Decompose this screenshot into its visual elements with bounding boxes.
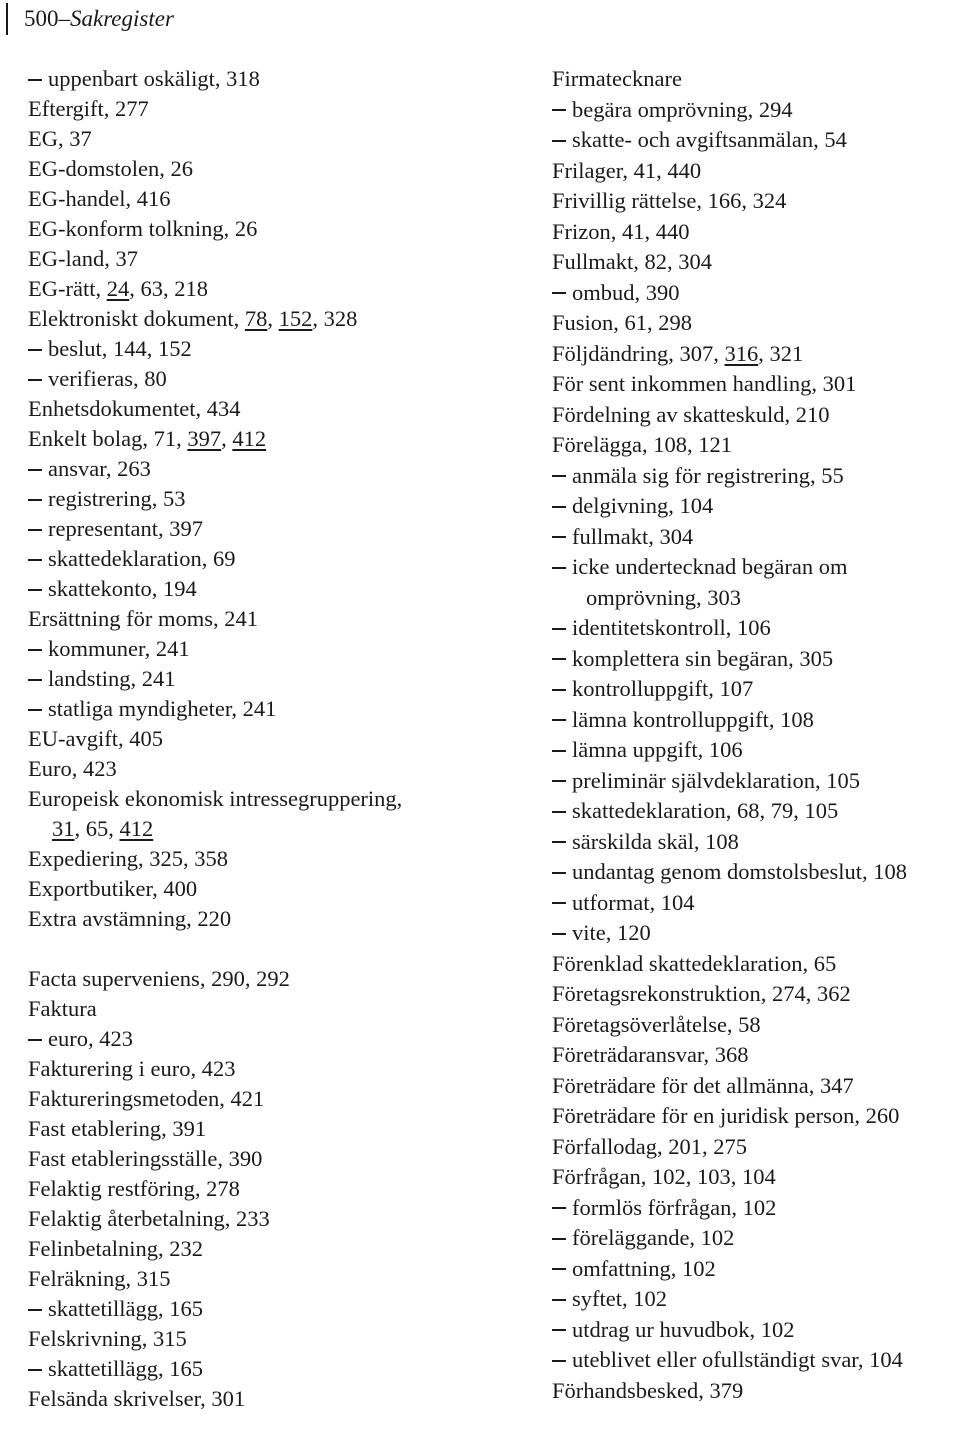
index-entry xyxy=(28,874,518,904)
underlined-page-ref: 316 xyxy=(724,340,759,366)
index-entry xyxy=(552,308,957,339)
entry-text: omfattning, 102 xyxy=(572,1255,716,1281)
index-subentry xyxy=(552,735,957,766)
underlined-page-ref: 152 xyxy=(278,306,313,331)
dash-mark xyxy=(552,780,566,782)
index-subentry xyxy=(28,574,518,604)
dash-mark xyxy=(28,349,42,351)
index-entry xyxy=(28,1174,518,1204)
entry-text: uteblivet eller ofullständigt svar, 104 xyxy=(572,1347,903,1372)
index-entry-continuation xyxy=(28,814,518,844)
entry-text: EG-handel, 416 xyxy=(28,186,171,211)
dash-mark xyxy=(28,1039,42,1041)
dash-mark xyxy=(28,709,42,711)
entry-text: Europeisk ekonomisk intressegruppering, xyxy=(28,786,403,811)
index-subentry xyxy=(552,1345,957,1376)
index-subentry xyxy=(552,796,957,827)
index-entry xyxy=(552,64,957,95)
entry-text: Fördelning av skatteskuld, 210 xyxy=(552,401,830,427)
index-spacer xyxy=(28,934,518,964)
index-subentry xyxy=(28,334,518,364)
entry-text: För sent inkommen handling, 301 xyxy=(552,371,857,396)
entry-text: identitetskontroll, 106 xyxy=(572,615,771,640)
underlined-page-ref: 31 xyxy=(52,816,75,841)
entry-text: Förelägga, 108, 121 xyxy=(552,432,732,457)
entry-text: Fusion, 61, 298 xyxy=(552,310,693,335)
index-entry xyxy=(28,784,518,814)
index-subentry xyxy=(28,664,518,694)
dash-mark xyxy=(552,658,566,660)
index-entry xyxy=(552,339,957,370)
entry-text: utformat, 104 xyxy=(572,889,695,915)
index-column-left xyxy=(28,64,518,1414)
entry-text: kontrolluppgift, 107 xyxy=(572,676,754,701)
index-entry xyxy=(28,124,518,154)
entry-text: Exportbutiker, 400 xyxy=(28,876,198,901)
index-subentry xyxy=(552,125,957,156)
entry-text: Faktura xyxy=(28,996,97,1021)
entry-text: Extra avstämning, 220 xyxy=(28,906,232,931)
index-subentry xyxy=(28,544,518,574)
dash-mark xyxy=(552,1238,566,1240)
entry-text: ansvar, 263 xyxy=(48,456,151,481)
dash-mark xyxy=(552,1299,566,1301)
entry-text: verifieras, 80 xyxy=(48,366,167,391)
page-number: 500 xyxy=(24,6,59,31)
index-subentry xyxy=(28,1354,518,1384)
dash-mark xyxy=(28,649,42,651)
entry-text: ombud, 390 xyxy=(572,279,680,305)
dash-mark xyxy=(28,379,42,381)
index-subentry xyxy=(552,461,957,492)
underlined-page-ref: 412 xyxy=(232,426,267,451)
dash-mark xyxy=(28,1309,42,1311)
dash-mark xyxy=(552,506,566,508)
entry-text: Förhandsbesked, 379 xyxy=(552,1377,744,1403)
index-entry xyxy=(552,1132,957,1163)
entry-text: , 63, 218 xyxy=(129,276,208,301)
entry-text: Företrädare för det allmänna, 347 xyxy=(552,1072,854,1098)
entry-text: icke undertecknad begäran om xyxy=(572,554,848,579)
entry-text: Euro, 423 xyxy=(28,756,117,781)
index-entry xyxy=(552,186,957,217)
index-subentry xyxy=(552,278,957,309)
underlined-page-ref: 412 xyxy=(119,816,154,841)
header-rule xyxy=(6,3,8,35)
dash-mark xyxy=(552,1360,566,1362)
dash-mark xyxy=(552,689,566,691)
header-text xyxy=(24,3,174,35)
index-entry xyxy=(552,1162,957,1193)
index-subentry xyxy=(552,888,957,919)
entry-text: Fakturering i euro, 423 xyxy=(28,1056,236,1081)
entry-text: EG-land, 37 xyxy=(28,246,138,271)
dash-mark xyxy=(552,536,566,538)
entry-text: Förfrågan, 102, 103, 104 xyxy=(552,1164,776,1189)
index-entry xyxy=(28,724,518,754)
entry-text: kommuner, 241 xyxy=(48,636,190,661)
underlined-page-ref: 78 xyxy=(244,306,268,331)
entry-text: , 328 xyxy=(312,306,358,331)
entry-text: registrering, 53 xyxy=(48,486,186,511)
entry-text: komplettera sin begäran, 305 xyxy=(572,645,834,671)
index-entry xyxy=(28,1054,518,1084)
dash-mark xyxy=(28,559,42,561)
entry-text: Företagsrekonstruktion, 274, 362 xyxy=(552,981,851,1006)
index-entry xyxy=(28,214,518,244)
entry-text: Enkelt bolag, 71, xyxy=(28,426,188,451)
entry-text: Faktureringsmetoden, 421 xyxy=(28,1086,265,1111)
dash-mark xyxy=(28,469,42,471)
index-entry xyxy=(28,154,518,184)
entry-text: Företrädare för en juridisk person, 260 xyxy=(552,1103,900,1128)
index-entry xyxy=(552,1071,957,1102)
entry-text: Fullmakt, 82, 304 xyxy=(552,249,713,274)
underlined-page-ref: 24 xyxy=(106,276,130,301)
index-subentry xyxy=(28,1024,518,1054)
entry-text: Företrädaransvar, 368 xyxy=(552,1042,749,1067)
dash-mark xyxy=(552,1268,566,1270)
index-subentry-continuation xyxy=(552,583,957,614)
entry-text: Felskrivning, 315 xyxy=(28,1326,187,1351)
entry-text: , xyxy=(267,306,279,331)
entry-text: lämna uppgift, 106 xyxy=(572,737,743,762)
index-subentry xyxy=(552,674,957,705)
dash-mark xyxy=(552,841,566,843)
entry-text: Frizon, 41, 440 xyxy=(552,218,690,244)
index-entry xyxy=(28,274,518,304)
entry-text: skattetillägg, 165 xyxy=(48,1296,203,1321)
entry-text: begära omprövning, 294 xyxy=(572,96,793,122)
index-entry xyxy=(28,904,518,934)
index-entry xyxy=(28,1384,518,1414)
entry-text: delgivning, 104 xyxy=(572,493,714,518)
entry-text: Frilager, 41, 440 xyxy=(552,157,702,183)
index-entry xyxy=(28,244,518,274)
index-entry xyxy=(552,156,957,187)
dash-mark xyxy=(552,292,566,294)
dash-mark xyxy=(552,1207,566,1209)
entry-text: Facta superveniens, 290, 292 xyxy=(28,966,290,991)
index-subentry xyxy=(552,613,957,644)
dash-mark xyxy=(552,109,566,111)
index-subentry xyxy=(28,634,518,664)
index-entry xyxy=(552,1376,957,1407)
dash-mark xyxy=(28,79,42,81)
entry-text: EU-avgift, 405 xyxy=(28,726,163,751)
index-subentry xyxy=(552,1193,957,1224)
entry-text: EG-domstolen, 26 xyxy=(28,156,193,181)
entry-text: Elektroniskt dokument, xyxy=(28,306,245,331)
entry-text: euro, 423 xyxy=(48,1026,133,1051)
dash-mark xyxy=(552,872,566,874)
index-subentry xyxy=(552,95,957,126)
entry-text: vite, 120 xyxy=(572,920,651,945)
index-subentry xyxy=(552,644,957,675)
entry-text: skattedeklaration, 69 xyxy=(48,546,236,571)
index-entry xyxy=(28,1204,518,1234)
entry-text: , 65, xyxy=(74,816,120,841)
entry-text: skattetillägg, 165 xyxy=(48,1356,203,1381)
index-subentry xyxy=(552,552,957,583)
entry-text: EG, 37 xyxy=(28,126,92,151)
index-subentry xyxy=(28,694,518,724)
index-entry xyxy=(28,184,518,214)
entry-text: Förenklad skattedeklaration, 65 xyxy=(552,950,837,976)
dash-mark xyxy=(552,750,566,752)
entry-text: preliminär självdeklaration, 105 xyxy=(572,767,861,793)
index-subentry xyxy=(552,918,957,949)
index-subentry xyxy=(552,491,957,522)
dash-mark xyxy=(28,499,42,501)
index-entry xyxy=(28,394,518,424)
index-entry xyxy=(28,1114,518,1144)
entry-text: , xyxy=(221,426,233,451)
index-entry xyxy=(552,400,957,431)
index-subentry xyxy=(552,522,957,553)
entry-text: Felinbetalning, 232 xyxy=(28,1236,203,1261)
entry-text: skatte- och avgiftsanmälan, 54 xyxy=(572,127,847,152)
entry-text: Frivillig rättelse, 166, 324 xyxy=(552,188,787,213)
index-entry xyxy=(28,1264,518,1294)
entry-text: utdrag ur huvudbok, 102 xyxy=(572,1316,795,1342)
dash-mark xyxy=(28,589,42,591)
index-entry xyxy=(28,604,518,634)
entry-text: uppenbart oskäligt, 318 xyxy=(48,66,260,91)
entry-text: skattekonto, 194 xyxy=(48,576,197,601)
index-entry xyxy=(28,304,518,334)
index-entry xyxy=(552,369,957,400)
entry-text: beslut, 144, 152 xyxy=(48,336,192,361)
dash-mark xyxy=(552,140,566,142)
index-entry xyxy=(28,994,518,1024)
entry-text: Felsända skrivelser, 301 xyxy=(28,1386,246,1411)
index-entry xyxy=(552,247,957,278)
index-column-right xyxy=(552,64,957,1406)
index-entry xyxy=(28,1144,518,1174)
entry-text: Felräkning, 315 xyxy=(28,1266,171,1291)
entry-text: omprövning, 303 xyxy=(586,584,741,610)
page-header xyxy=(6,2,174,36)
index-subentry xyxy=(552,766,957,797)
header-separator: – xyxy=(58,6,70,31)
entry-text: lämna kontrolluppgift, 108 xyxy=(572,706,814,732)
section-title: Sakregister xyxy=(70,6,174,31)
entry-text: anmäla sig för registrering, 55 xyxy=(572,462,844,488)
index-entry xyxy=(552,1010,957,1041)
entry-text: Följdändring, 307, xyxy=(552,340,725,366)
index-subentry xyxy=(28,64,518,94)
entry-text: Ersättning för moms, 241 xyxy=(28,606,258,631)
index-subentry xyxy=(552,1315,957,1346)
dash-mark xyxy=(552,811,566,813)
entry-text: undantag genom domstolsbeslut, 108 xyxy=(572,859,907,884)
index-entry xyxy=(28,1084,518,1114)
index-entry xyxy=(552,1101,957,1132)
index-entry xyxy=(28,964,518,994)
index-entry xyxy=(552,430,957,461)
index-entry xyxy=(28,1324,518,1354)
index-subentry xyxy=(28,364,518,394)
index-subentry xyxy=(28,454,518,484)
dash-mark xyxy=(552,628,566,630)
index-entry xyxy=(552,979,957,1010)
entry-text: Felaktig återbetalning, 233 xyxy=(28,1206,270,1231)
entry-text: Felaktig restföring, 278 xyxy=(28,1176,240,1201)
entry-text: EG-rätt, xyxy=(28,276,107,301)
entry-text: formlös förfrågan, 102 xyxy=(572,1194,777,1220)
entry-text: föreläggande, 102 xyxy=(572,1225,735,1250)
entry-text: fullmakt, 304 xyxy=(572,523,694,549)
index-subentry xyxy=(552,705,957,736)
index-entry xyxy=(28,1234,518,1264)
entry-text: Expediering, 325, 358 xyxy=(28,846,228,871)
entry-text: EG-konform tolkning, 26 xyxy=(28,216,258,241)
index-subentry xyxy=(28,1294,518,1324)
dash-mark xyxy=(552,1329,566,1331)
dash-mark xyxy=(552,719,566,721)
entry-text: representant, 397 xyxy=(48,516,203,541)
index-entry xyxy=(28,844,518,874)
entry-text: Fast etableringsställe, 390 xyxy=(28,1146,263,1171)
index-subentry xyxy=(552,1223,957,1254)
index-entry xyxy=(28,754,518,784)
entry-text: Firmatecknare xyxy=(552,66,682,91)
dash-mark xyxy=(28,529,42,531)
entry-text: Enhetsdokumentet, 434 xyxy=(28,396,241,421)
dash-mark xyxy=(552,567,566,569)
underlined-page-ref: 397 xyxy=(187,426,222,451)
entry-text: statliga myndigheter, 241 xyxy=(48,696,277,721)
entry-text: landsting, 241 xyxy=(48,666,176,691)
entry-text: syftet, 102 xyxy=(572,1286,667,1311)
entry-text: Företagsöverlåtelse, 58 xyxy=(552,1011,761,1037)
index-subentry xyxy=(552,1284,957,1315)
entry-text: Eftergift, 277 xyxy=(28,96,149,121)
dash-mark xyxy=(552,902,566,904)
index-subentry xyxy=(552,827,957,858)
index-subentry xyxy=(28,484,518,514)
entry-text: Förfallodag, 201, 275 xyxy=(552,1133,747,1159)
entry-text: Fast etablering, 391 xyxy=(28,1116,207,1141)
dash-mark xyxy=(28,679,42,681)
index-subentry xyxy=(552,857,957,888)
index-subentry xyxy=(552,1254,957,1285)
entry-text: särskilda skäl, 108 xyxy=(572,828,739,854)
index-subentry xyxy=(28,514,518,544)
index-entry xyxy=(552,217,957,248)
dash-mark xyxy=(28,1369,42,1371)
entry-text: skattedeklaration, 68, 79, 105 xyxy=(572,798,839,823)
dash-mark xyxy=(552,933,566,935)
dash-mark xyxy=(552,475,566,477)
entry-text: , 321 xyxy=(758,340,804,366)
index-entry xyxy=(28,424,518,454)
index-entry xyxy=(28,94,518,124)
index-entry xyxy=(552,1040,957,1071)
index-entry xyxy=(552,949,957,980)
